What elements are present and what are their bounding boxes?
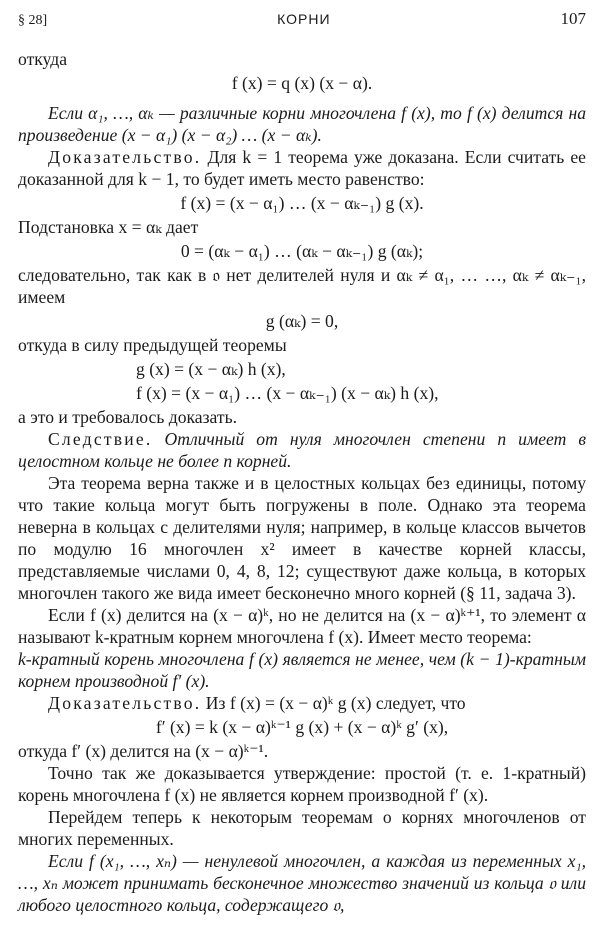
page-body	[18, 48, 586, 916]
proof-paragraph	[18, 692, 586, 714]
page-number: 107	[560, 9, 586, 28]
paragraph: Подстановка x = αₖ дает	[18, 217, 199, 237]
paragraph: откуда	[18, 49, 68, 69]
paragraph: откуда в силу предыдущей теоремы	[18, 335, 287, 355]
paragraph: Перейдем теперь к некоторым теоремам о корнях многочленов от многих переменных.	[18, 807, 586, 849]
paragraph: Эта теорема верна также и в целостных кольцах без единицы, потому что такие кольца могут быть погружены в поле. Однако эта теорема неверна в кольцах с делителями нуля; например, в кольце классов вычетов по модулю 16 многочлен x² имеет в качестве корней классы, представляемые числами 0, 4, 8, 12; существуют даже кольца, в которых многочлен такого же вида имеет бесконечно много корней (§ 11, задача 3).	[18, 473, 586, 603]
running-title: КОРНИ	[277, 11, 331, 27]
formula: f (x) = (x − α₁) … (x − αₖ₋₁) g (x).	[180, 193, 424, 213]
theorem-statement: Если f (x₁, …, xₙ) — ненулевой многочлен, а каждая из переменных x₁, …, xₙ может принимать бесконечное множество значений из кольца 𝔬 или любого целостного кольца, содержащего 𝔬,	[18, 851, 586, 915]
proof-lead: Доказательство.	[48, 147, 202, 167]
paragraph: следовательно, так как в 𝔬 нет делителей нуля и αₖ ≠ α₁, … …, αₖ ≠ αₖ₋₁, имеем	[18, 265, 586, 307]
proof-text: Для k = 1 теорема уже доказана. Если считать ее доказанной для k − 1, то будет иметь место равенство:	[18, 147, 586, 189]
formula: 0 = (αₖ − α₁) … (αₖ − αₖ₋₁) g (αₖ);	[180, 241, 424, 261]
corollary-text: Отличный от нуля многочлен степени n имеет в целостном кольце не более n корней.	[18, 429, 586, 471]
theorem-statement: k-кратный корень многочлена f (x) является не менее, чем (k − 1)-кратным корнем производной f′ (x).	[18, 649, 586, 691]
formula: f (x) = q (x) (x − α).	[231, 73, 373, 93]
theorem-statement: Если α₁, …, αₖ — различные корни многочлена f (x), то f (x) делится на произведение (x − α₁) (x − α₂) … (x − αₖ).	[18, 103, 586, 145]
proof-text: Из f (x) = (x − α)ᵏ g (x) следует, что	[205, 693, 466, 713]
paragraph: Точно так же доказывается утверждение: простой (т. е. 1-кратный) корень многочлена f (x) не является корнем производной f′ (x).	[18, 763, 586, 805]
formula: f′ (x) = k (x − α)ᵏ⁻¹ g (x) + (x − α)ᵏ g′ (x),	[155, 717, 449, 737]
paragraph: Если f (x) делится на (x − α)ᵏ, но не делится на (x − α)ᵏ⁺¹, то элемент α называют k-кратным корнем многочлена f (x). Имеет место теорема:	[18, 605, 586, 647]
proof-paragraph	[18, 146, 586, 190]
paragraph: а это и требовалось доказать.	[18, 407, 238, 427]
paragraph: откуда f′ (x) делится на (x − α)ᵏ⁻¹.	[18, 741, 269, 761]
section-ref: § 28]	[18, 13, 48, 28]
corollary-lead: Следствие.	[48, 429, 153, 449]
formula: g (αₖ) = 0,	[265, 311, 339, 331]
corollary	[18, 428, 586, 472]
formula-line: f (x) = (x − α₁) … (x − αₖ₋₁) (x − αₖ) h (x),	[136, 383, 439, 403]
formula-line: g (x) = (x − αₖ) h (x),	[136, 359, 286, 379]
page-header	[18, 8, 586, 34]
proof-lead: Доказательство.	[48, 693, 202, 713]
